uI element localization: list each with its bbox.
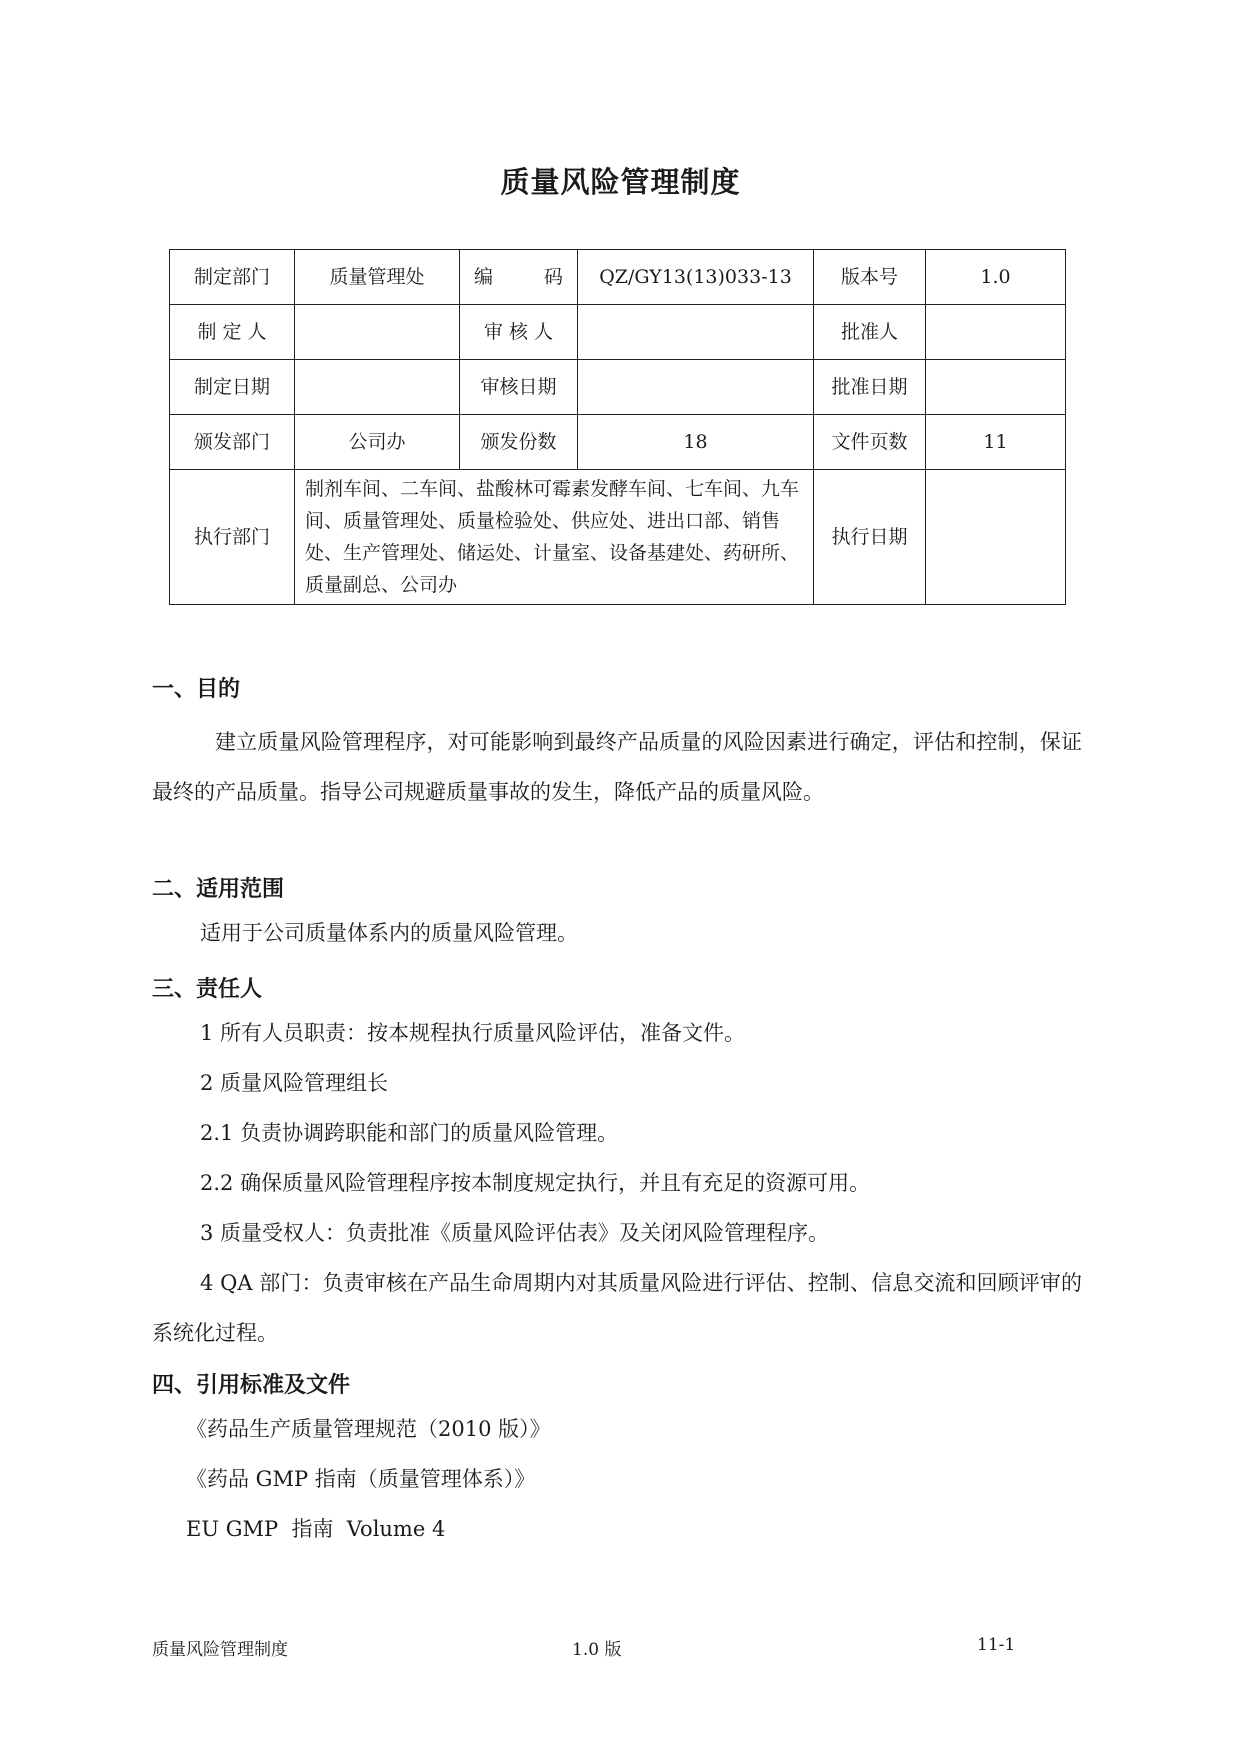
scope-paragraph: 适用于公司质量体系内的质量风险管理。 xyxy=(200,921,578,945)
label-reviewer: 审 核 人 xyxy=(460,305,578,360)
footer-page-number: 11-1 xyxy=(977,1635,1016,1655)
value-review-date xyxy=(578,360,814,415)
responsibility-item: 4 QA 部门：负责审核在产品生命周期内对其质量风险进行评估、控制、信息交流和回顾评审的系统化过程。 xyxy=(152,1271,1082,1345)
section-heading-references: 四、引用标准及文件 xyxy=(152,1373,351,1398)
table-row xyxy=(170,360,1066,415)
purpose-paragraph: 建立质量风险管理程序，对可能影响到最终产品质量的风险因素进行确定，评估和控制，保证最终的产品质量。指导公司规避质量事故的发生，降低产品的质量风险。 xyxy=(152,730,1082,804)
section-heading-purpose: 一、目的 xyxy=(152,677,241,702)
label-exec-dept: 执行部门 xyxy=(170,470,295,605)
label-approval-date: 批准日期 xyxy=(814,360,926,415)
value-exec-dept: 制剂车间、二车间、盐酸林可霉素发酵车间、七车间、九车间、质量管理处、质量检验处、供应处、进出口部、销售处、生产管理处、储运处、计量室、设备基建处、药研所、质量副总、公司办 xyxy=(295,470,814,605)
label-dept: 制定部门 xyxy=(170,250,295,305)
label-issue-dept: 颁发部门 xyxy=(170,415,295,470)
label-copies: 颁发份数 xyxy=(460,415,578,470)
responsibility-item: 1 所有人员职责：按本规程执行质量风险评估，准备文件。 xyxy=(200,1021,746,1045)
document-title: 质量风险管理制度 xyxy=(500,165,741,199)
responsibility-item: 3 质量受权人：负责批准《质量风险评估表》及关闭风险管理程序。 xyxy=(200,1221,830,1245)
label-draft-date: 制定日期 xyxy=(170,360,295,415)
value-reviewer xyxy=(578,305,814,360)
value-draft-date xyxy=(295,360,460,415)
responsibility-item: 2 质量风险管理组长 xyxy=(200,1071,389,1095)
footer-doc-name: 质量风险管理制度 xyxy=(152,1640,288,1660)
label-review-date: 审核日期 xyxy=(460,360,578,415)
reference-item: EU GMP 指南 Volume 4 xyxy=(186,1517,446,1541)
label-approver: 批准人 xyxy=(814,305,926,360)
value-version: 1.0 xyxy=(926,250,1066,305)
label-code: 编 码 xyxy=(460,250,578,305)
table-row xyxy=(170,470,1066,605)
responsibility-item: 2.2 确保质量风险管理程序按本制度规定执行，并且有充足的资源可用。 xyxy=(200,1171,871,1195)
table-row xyxy=(170,250,1066,305)
value-approver xyxy=(926,305,1066,360)
value-copies: 18 xyxy=(578,415,814,470)
label-author: 制 定 人 xyxy=(170,305,295,360)
value-issue-dept: 公司办 xyxy=(295,415,460,470)
value-exec-date xyxy=(926,470,1066,605)
table-row xyxy=(170,305,1066,360)
value-pages: 11 xyxy=(926,415,1066,470)
section-heading-scope: 二、适用范围 xyxy=(152,877,285,902)
label-pages: 文件页数 xyxy=(814,415,926,470)
table-row xyxy=(170,415,1066,470)
section-heading-responsibility: 三、责任人 xyxy=(152,977,263,1002)
value-author xyxy=(295,305,460,360)
footer-version: 1.0 版 xyxy=(572,1640,622,1660)
label-version: 版本号 xyxy=(814,250,926,305)
label-exec-date: 执行日期 xyxy=(814,470,926,605)
document-info-table xyxy=(169,249,1066,605)
value-code: QZ/GY13(13)033-13 xyxy=(578,250,814,305)
responsibility-item: 2.1 负责协调跨职能和部门的质量风险管理。 xyxy=(200,1121,619,1145)
reference-item: 《药品生产质量管理规范（2010 版）》 xyxy=(186,1417,551,1441)
reference-item: 《药品 GMP 指南（质量管理体系）》 xyxy=(186,1467,536,1491)
value-dept: 质量管理处 xyxy=(295,250,460,305)
value-approval-date xyxy=(926,360,1066,415)
